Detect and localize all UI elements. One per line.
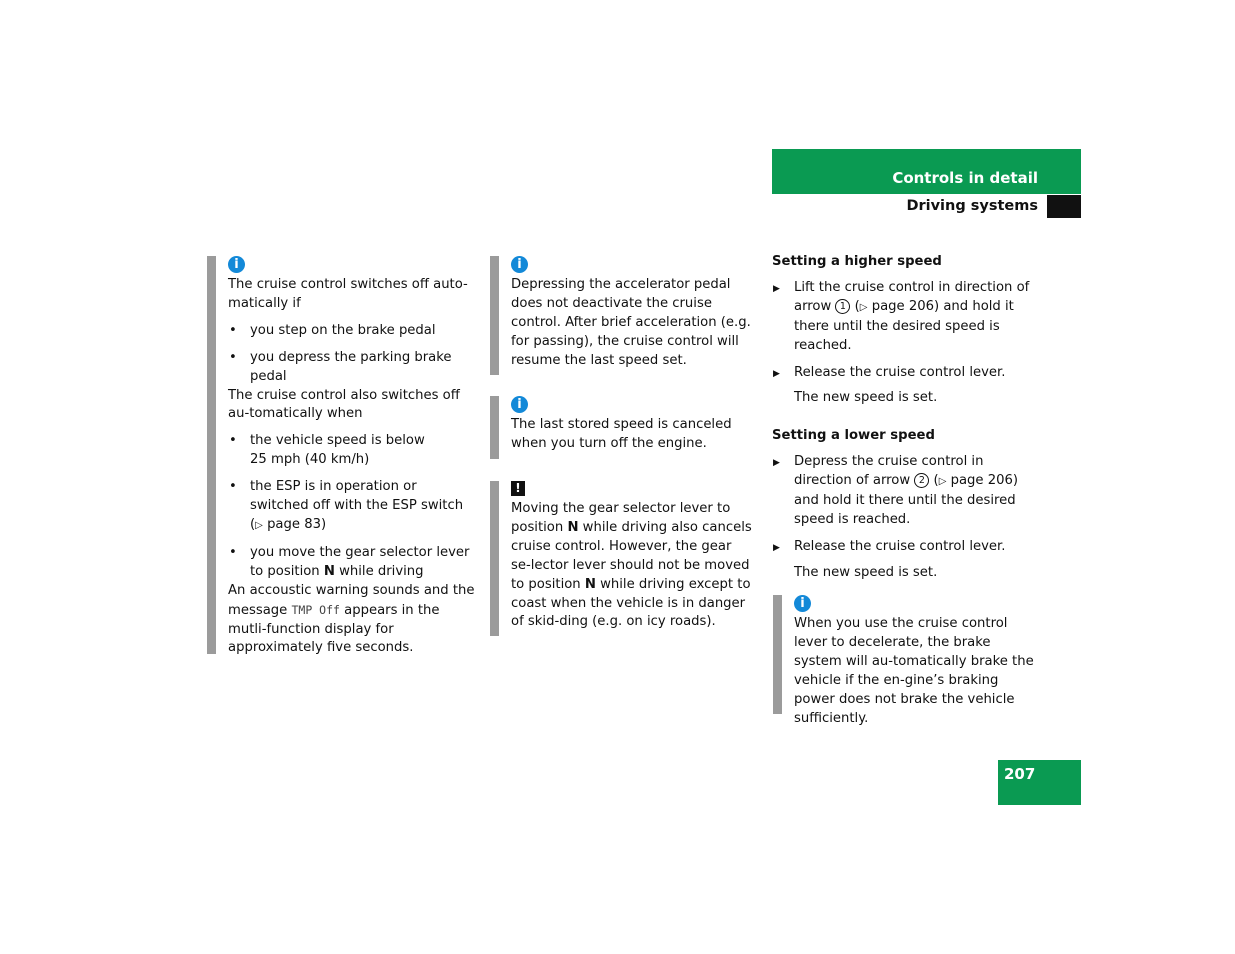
warning-note-gear-selector: [490, 481, 760, 636]
step-result: The new speed is set.: [794, 390, 938, 406]
step-item: ▶ Release the cruise control lever.: [772, 364, 1042, 383]
info-icon: i: [511, 396, 528, 413]
step-item: ▶ Lift the cruise control in direction of arrow 1 (▷ page 206) and hold it there until the desired speed is reached.: [772, 279, 1042, 356]
note-bar: [490, 396, 499, 459]
note-bar: [207, 256, 216, 654]
info-note-stored-speed: [490, 396, 760, 459]
list-item: • you move the gear selector lever to position N while driving: [228, 544, 478, 582]
page-ref-arrow-icon: ▷: [938, 476, 947, 488]
subsection-title: Driving systems: [906, 198, 1038, 214]
list-item: • you step on the brake pedal: [228, 322, 478, 341]
note-text: Depressing the accelerator pedal does not deactivate the cruise control. After brief acceleration (e.g. for passing), the cruise control will resume the last speed set.: [511, 277, 751, 368]
list-item: • the vehicle speed is below 25 mph (40 km/h): [228, 432, 478, 470]
note-intro-2: The cruise control also switches off au-tomatically when: [228, 387, 460, 422]
page-ref-arrow-icon: ▷: [255, 519, 263, 531]
heading-lower-speed: Setting a lower speed: [772, 428, 935, 444]
display-message: TMP Off: [291, 602, 340, 617]
note-text: The last stored speed is canceled when you turn off the engine.: [511, 417, 732, 451]
info-icon: i: [511, 256, 528, 273]
section-header: [772, 149, 1081, 194]
warning-icon: !: [511, 481, 525, 496]
arrow-number: 1: [835, 299, 850, 314]
section-title: Controls in detail: [892, 169, 1038, 187]
header-marker: [1047, 195, 1081, 218]
arrow-number: 2: [914, 473, 929, 488]
step-item: ▶ Release the cruise control lever.: [772, 538, 1042, 557]
note-bar: [490, 481, 499, 636]
list-item: • you depress the parking brake pedal: [228, 349, 478, 387]
step-item: ▶ Depress the cruise control in direction of arrow 2 (▷ page 206) and hold it there until the desired speed is reached.: [772, 453, 1042, 530]
speed-instructions: [772, 253, 1042, 583]
info-note-accelerator: [490, 256, 760, 375]
step-result: The new speed is set.: [794, 564, 938, 580]
note-bar: [490, 256, 499, 375]
info-note-brake-system: [773, 595, 1043, 726]
note-intro: The cruise control switches off auto-matically if: [228, 277, 468, 311]
info-icon: i: [228, 256, 245, 273]
note-text: When you use the cruise control lever to decelerate, the brake system will au-tomatically brake the vehicle if the en-gine’s braking power does not brake the vehicle sufficiently.: [794, 616, 1034, 726]
list-item: • the ESP is in operation or switched off with the ESP switch (▷ page 83): [228, 478, 478, 536]
info-icon: i: [794, 595, 811, 612]
warning-text: An accoustic warning sounds and the message TMP Off appears in the mutli-function display for approximately five seconds.: [228, 582, 475, 656]
page-ref-arrow-icon: ▷: [859, 301, 868, 313]
info-note-auto-off: [207, 256, 477, 654]
note-bar: [773, 595, 782, 714]
page-number-box: [998, 760, 1081, 805]
note-text: Moving the gear selector lever to position N while driving also cancels cruise control. However, the gear se-lector lever should not be moved to position N while driving except to coast when the vehicle is in danger of skid-ding (e.g. on icy roads).: [511, 501, 752, 630]
heading-higher-speed: Setting a higher speed: [772, 254, 942, 269]
page-number: 207: [1004, 765, 1036, 783]
